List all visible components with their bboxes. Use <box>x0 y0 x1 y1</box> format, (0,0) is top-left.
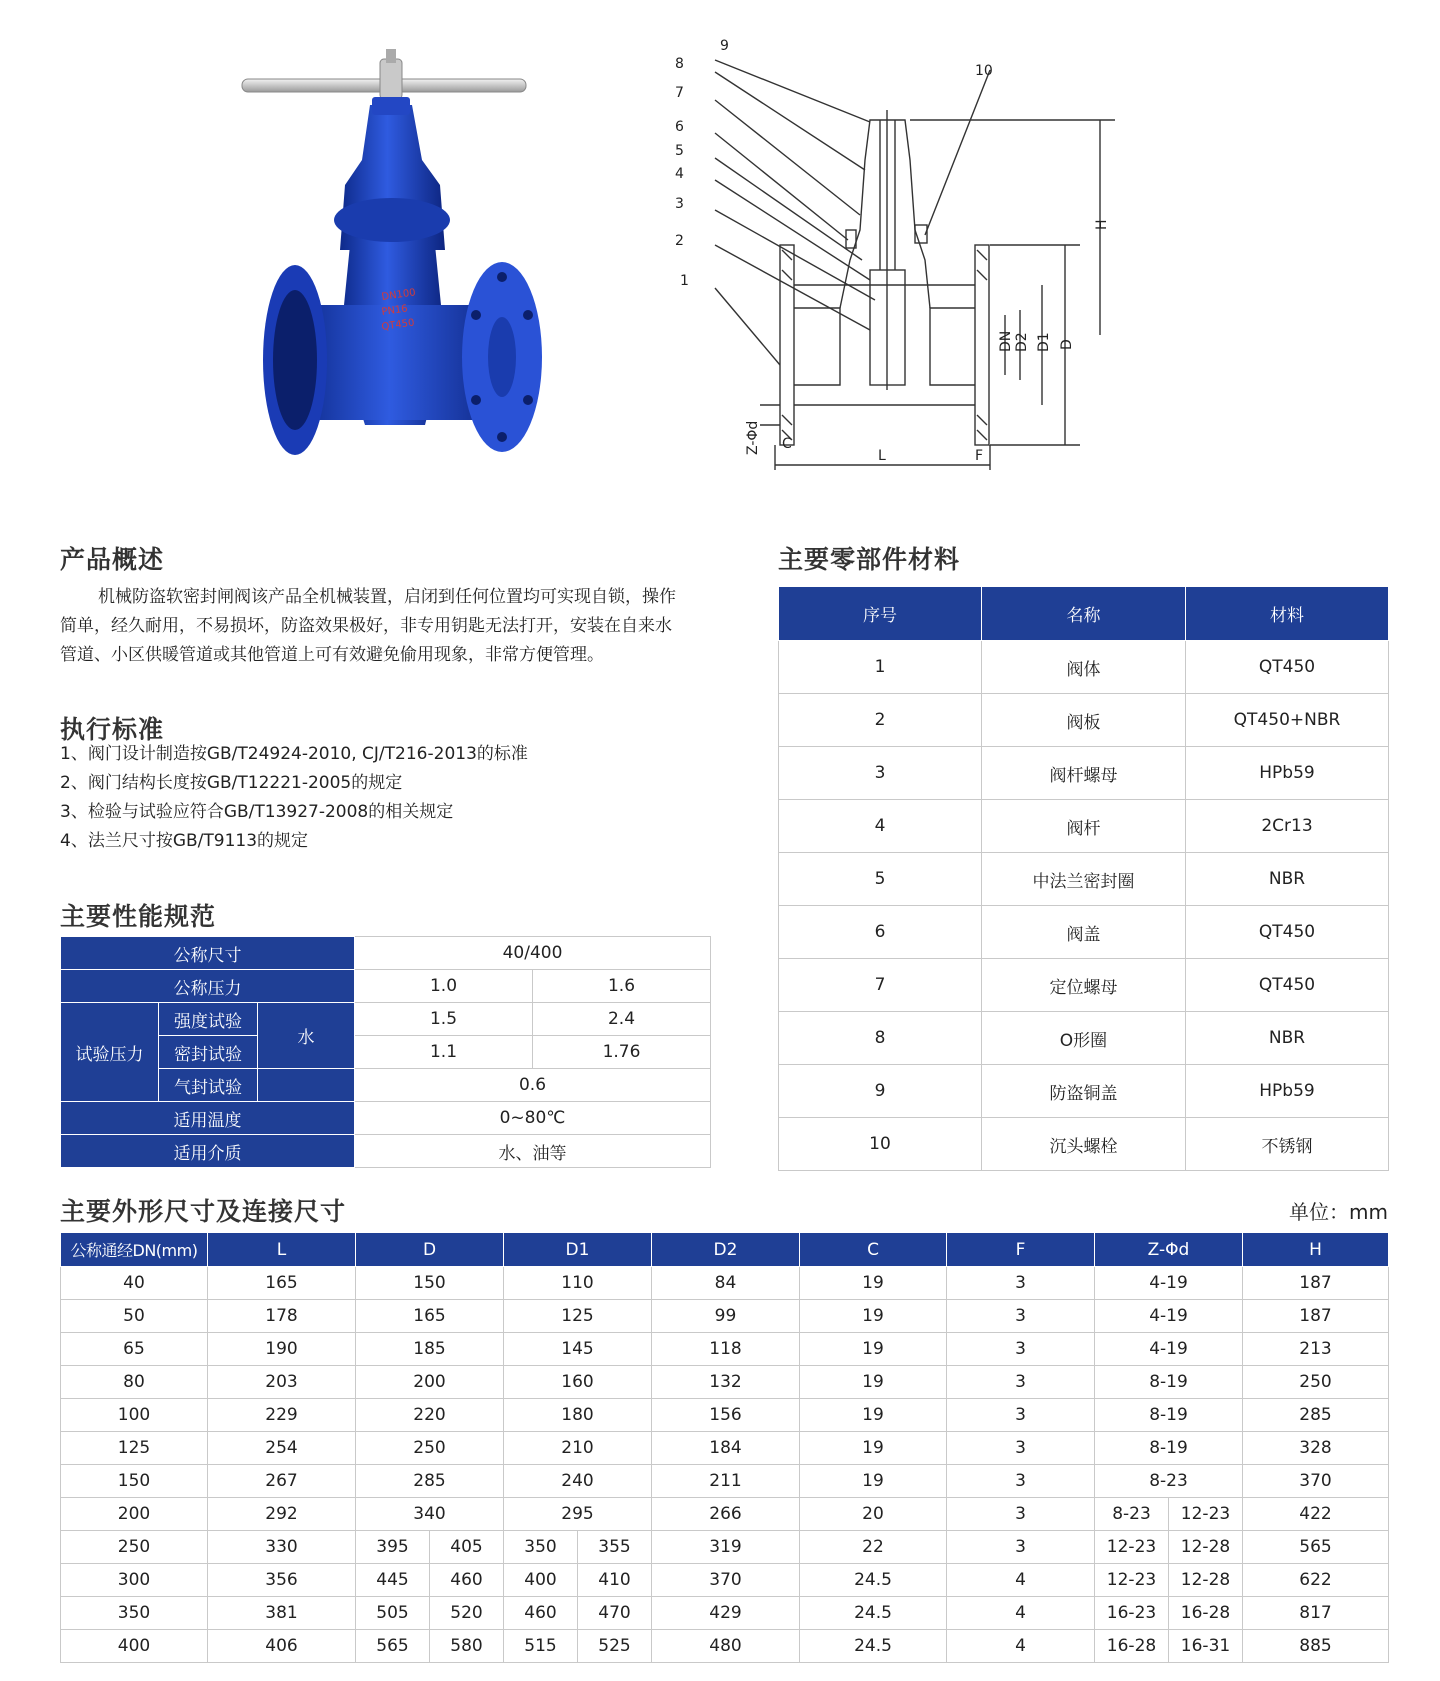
dim-l: 292 <box>208 1498 356 1531</box>
dim-d: 565 <box>356 1630 430 1663</box>
overview-line: 机械防盗软密封闸阀该产品全机械装置，启闭到任何位置均可实现自锁，操作 <box>98 587 676 607</box>
test-pressure-label: 试验压力 <box>61 1003 159 1102</box>
part-material: NBR <box>1186 853 1389 906</box>
dim-dn: 250 <box>61 1531 208 1564</box>
dim-z: 16-28 <box>1169 1597 1243 1630</box>
dim-c: 20 <box>800 1498 947 1531</box>
svg-text:5: 5 <box>675 143 684 159</box>
part-material: QT450 <box>1186 906 1389 959</box>
dim-d2: 319 <box>652 1531 800 1564</box>
dim-dn: 400 <box>61 1630 208 1663</box>
gate-valve-photo <box>240 45 560 495</box>
dimensions-table <box>60 1232 1389 1663</box>
svg-text:C: C <box>782 436 792 452</box>
svg-text:7: 7 <box>675 85 684 101</box>
dim-d2: 184 <box>652 1432 800 1465</box>
dim-d: 250 <box>356 1432 504 1465</box>
dim-c: 19 <box>800 1465 947 1498</box>
dim-z: 16-31 <box>1169 1630 1243 1663</box>
part-material: QT450 <box>1186 959 1389 1012</box>
media-value: 水、油等 <box>355 1135 711 1168</box>
dim-l: 356 <box>208 1564 356 1597</box>
parts-row <box>779 1012 1389 1065</box>
parts-row <box>779 1118 1389 1171</box>
dim-l: 330 <box>208 1531 356 1564</box>
parts-header-material: 材料 <box>1186 587 1389 641</box>
dim-f: 3 <box>947 1366 1095 1399</box>
dim-d2: 156 <box>652 1399 800 1432</box>
part-name: 防盗铜盖 <box>982 1065 1186 1118</box>
table-row <box>61 1630 1389 1663</box>
parts-table <box>778 586 1389 1171</box>
overview-text <box>60 583 725 670</box>
part-no: 8 <box>779 1012 982 1065</box>
dim-c: 19 <box>800 1333 947 1366</box>
dim-d: 505 <box>356 1597 430 1630</box>
dim-l: 267 <box>208 1465 356 1498</box>
nominal-pressure-value: 1.6 <box>533 970 711 1003</box>
dim-d2: 211 <box>652 1465 800 1498</box>
table-row <box>61 1267 1389 1300</box>
part-name: 阀体 <box>982 641 1186 694</box>
part-no: 6 <box>779 906 982 959</box>
dim-d1: 470 <box>578 1597 652 1630</box>
part-material: HPb59 <box>1186 747 1389 800</box>
dim-d1: 350 <box>504 1531 578 1564</box>
part-material: HPb59 <box>1186 1065 1389 1118</box>
dim-dn: 40 <box>61 1267 208 1300</box>
svg-text:Z-Φd: Z-Φd <box>745 420 761 455</box>
dim-d1: 160 <box>504 1366 652 1399</box>
dim-d: 165 <box>356 1300 504 1333</box>
dim-header-d1: D1 <box>504 1233 652 1267</box>
parts-row <box>779 800 1389 853</box>
dim-f: 3 <box>947 1267 1095 1300</box>
dim-f: 4 <box>947 1564 1095 1597</box>
svg-text:F: F <box>975 448 984 464</box>
strength-test-value: 1.5 <box>355 1003 533 1036</box>
temperature-value: 0~80℃ <box>355 1102 711 1135</box>
svg-text:DN: DN <box>998 330 1014 352</box>
part-no: 1 <box>779 641 982 694</box>
part-name: 阀杆 <box>982 800 1186 853</box>
dim-d: 150 <box>356 1267 504 1300</box>
svg-text:1: 1 <box>680 273 689 289</box>
svg-text:4: 4 <box>675 166 684 182</box>
dim-d1: 525 <box>578 1630 652 1663</box>
strength-test-label: 强度试验 <box>159 1003 258 1036</box>
part-name: 阀杆螺母 <box>982 747 1186 800</box>
dim-d2: 132 <box>652 1366 800 1399</box>
part-name: 阀板 <box>982 694 1186 747</box>
part-material: 不锈钢 <box>1186 1118 1389 1171</box>
dim-dn: 150 <box>61 1465 208 1498</box>
dim-c: 24.5 <box>800 1630 947 1663</box>
dim-h: 817 <box>1243 1597 1389 1630</box>
dim-z: 4-19 <box>1095 1333 1243 1366</box>
dim-dn: 350 <box>61 1597 208 1630</box>
dim-h: 250 <box>1243 1366 1389 1399</box>
table-row <box>61 1465 1389 1498</box>
part-name: 中法兰密封圈 <box>982 853 1186 906</box>
dim-d: 405 <box>430 1531 504 1564</box>
air-test-label: 气封试验 <box>159 1069 258 1102</box>
dim-d1: 180 <box>504 1399 652 1432</box>
dim-h: 328 <box>1243 1432 1389 1465</box>
dim-h: 565 <box>1243 1531 1389 1564</box>
svg-text:10: 10 <box>975 63 993 79</box>
dim-d: 200 <box>356 1366 504 1399</box>
part-material: 2Cr13 <box>1186 800 1389 853</box>
dim-d2: 84 <box>652 1267 800 1300</box>
parts-row <box>779 906 1389 959</box>
svg-text:D1: D1 <box>1036 332 1052 352</box>
dim-d1: 110 <box>504 1267 652 1300</box>
dim-f: 4 <box>947 1630 1095 1663</box>
overview-line: 管道、小区供暖管道或其他管道上可有效避免偷用现象，非常方便管理。 <box>60 645 604 665</box>
part-no: 7 <box>779 959 982 1012</box>
dim-z: 8-19 <box>1095 1366 1243 1399</box>
dim-l: 381 <box>208 1597 356 1630</box>
dim-z: 16-23 <box>1095 1597 1169 1630</box>
dim-c: 19 <box>800 1399 947 1432</box>
part-no: 5 <box>779 853 982 906</box>
dim-header-d2: D2 <box>652 1233 800 1267</box>
dim-c: 19 <box>800 1300 947 1333</box>
svg-text:D2: D2 <box>1014 332 1030 352</box>
performance-title: 主要性能规范 <box>60 902 217 931</box>
nominal-pressure-label: 公称压力 <box>61 970 355 1003</box>
dim-d1: 125 <box>504 1300 652 1333</box>
dim-d2: 118 <box>652 1333 800 1366</box>
dim-d2: 429 <box>652 1597 800 1630</box>
dim-d2: 266 <box>652 1498 800 1531</box>
dim-dn: 50 <box>61 1300 208 1333</box>
dim-c: 19 <box>800 1366 947 1399</box>
svg-text:L: L <box>878 448 886 464</box>
dim-d1: 515 <box>504 1630 578 1663</box>
svg-text:PN16: PN16 <box>380 303 409 318</box>
dim-f: 4 <box>947 1597 1095 1630</box>
dim-header-c: C <box>800 1233 947 1267</box>
dim-header-f: F <box>947 1233 1095 1267</box>
part-material: QT450+NBR <box>1186 694 1389 747</box>
unit-label: 单位：mm <box>1289 1200 1388 1224</box>
parts-row <box>779 853 1389 906</box>
dim-h: 187 <box>1243 1267 1389 1300</box>
dim-h: 422 <box>1243 1498 1389 1531</box>
dim-d2: 370 <box>652 1564 800 1597</box>
part-no: 10 <box>779 1118 982 1171</box>
standards-title: 执行标准 <box>60 715 165 744</box>
dim-h: 285 <box>1243 1399 1389 1432</box>
dim-d: 285 <box>356 1465 504 1498</box>
dim-z: 12-28 <box>1169 1531 1243 1564</box>
svg-text:3: 3 <box>675 196 684 212</box>
part-name: 定位螺母 <box>982 959 1186 1012</box>
parts-row <box>779 641 1389 694</box>
svg-text:DN100: DN100 <box>380 287 417 303</box>
table-row <box>61 1597 1389 1630</box>
parts-title: 主要零部件材料 <box>778 545 961 574</box>
performance-table <box>60 936 711 1168</box>
dim-f: 3 <box>947 1333 1095 1366</box>
table-row <box>61 1366 1389 1399</box>
parts-header-name: 名称 <box>982 587 1186 641</box>
part-no: 2 <box>779 694 982 747</box>
seal-test-value: 1.1 <box>355 1036 533 1069</box>
dim-d1: 355 <box>578 1531 652 1564</box>
dim-z: 12-28 <box>1169 1564 1243 1597</box>
dim-d2: 99 <box>652 1300 800 1333</box>
dim-header-l: L <box>208 1233 356 1267</box>
part-name: 阀盖 <box>982 906 1186 959</box>
dim-dn: 65 <box>61 1333 208 1366</box>
dim-z: 12-23 <box>1095 1564 1169 1597</box>
part-no: 9 <box>779 1065 982 1118</box>
standard-item: 3、检验与试验应符合GB/T13927-2008的相关规定 <box>60 802 454 822</box>
nominal-size-label: 公称尺寸 <box>61 937 355 970</box>
table-row <box>61 1564 1389 1597</box>
parts-header-no: 序号 <box>779 587 982 641</box>
overview-title: 产品概述 <box>60 545 165 574</box>
parts-row <box>779 959 1389 1012</box>
media-label: 适用介质 <box>61 1135 355 1168</box>
dim-d1: 295 <box>504 1498 652 1531</box>
nominal-size-value: 40/400 <box>355 937 711 970</box>
dim-f: 3 <box>947 1531 1095 1564</box>
dim-c: 22 <box>800 1531 947 1564</box>
dim-d1: 410 <box>578 1564 652 1597</box>
air-test-value: 0.6 <box>355 1069 711 1102</box>
part-name: O形圈 <box>982 1012 1186 1065</box>
svg-text:QT450: QT450 <box>380 317 416 333</box>
svg-text:H: H <box>1094 219 1110 230</box>
dim-l: 406 <box>208 1630 356 1663</box>
dim-dn: 300 <box>61 1564 208 1597</box>
part-name: 沉头螺栓 <box>982 1118 1186 1171</box>
dim-d1: 400 <box>504 1564 578 1597</box>
table-row <box>61 1531 1389 1564</box>
dim-c: 19 <box>800 1432 947 1465</box>
dim-l: 165 <box>208 1267 356 1300</box>
dim-c: 19 <box>800 1267 947 1300</box>
dim-h: 885 <box>1243 1630 1389 1663</box>
standard-item: 1、阀门设计制造按GB/T24924-2010, CJ/T216-2013的标准 <box>60 744 528 764</box>
dim-header-dn: 公称通经DN(mm) <box>61 1233 208 1267</box>
dim-l: 178 <box>208 1300 356 1333</box>
temperature-label: 适用温度 <box>61 1102 355 1135</box>
dim-f: 3 <box>947 1432 1095 1465</box>
dim-header-z: Z-Φd <box>1095 1233 1243 1267</box>
dim-d1: 145 <box>504 1333 652 1366</box>
part-no: 3 <box>779 747 982 800</box>
dim-d1: 210 <box>504 1432 652 1465</box>
svg-text:6: 6 <box>675 119 684 135</box>
standard-item: 4、法兰尺寸按GB/T9113的规定 <box>60 831 309 851</box>
part-material: NBR <box>1186 1012 1389 1065</box>
standard-item: 2、阀门结构长度按GB/T12221-2005的规定 <box>60 773 403 793</box>
parts-row <box>779 694 1389 747</box>
dim-z: 4-19 <box>1095 1267 1243 1300</box>
seal-test-value: 1.76 <box>533 1036 711 1069</box>
dim-l: 190 <box>208 1333 356 1366</box>
parts-row <box>779 1065 1389 1118</box>
air-test-spacer <box>258 1069 355 1102</box>
dim-d: 185 <box>356 1333 504 1366</box>
table-row <box>61 1300 1389 1333</box>
table-row <box>61 1498 1389 1531</box>
svg-text:8: 8 <box>675 56 684 72</box>
dim-d: 220 <box>356 1399 504 1432</box>
part-material: QT450 <box>1186 641 1389 694</box>
dim-d: 395 <box>356 1531 430 1564</box>
dim-d: 580 <box>430 1630 504 1663</box>
medium-water-label: 水 <box>258 1003 355 1069</box>
dim-z: 12-23 <box>1169 1498 1243 1531</box>
dim-z: 8-23 <box>1095 1465 1243 1498</box>
dim-h: 213 <box>1243 1333 1389 1366</box>
dim-c: 24.5 <box>800 1597 947 1630</box>
dim-d1: 240 <box>504 1465 652 1498</box>
dim-c: 24.5 <box>800 1564 947 1597</box>
valve-cross-section-diagram <box>675 30 1220 510</box>
dim-dn: 125 <box>61 1432 208 1465</box>
svg-text:D: D <box>1059 339 1075 350</box>
dim-z: 12-23 <box>1095 1531 1169 1564</box>
dim-d: 520 <box>430 1597 504 1630</box>
dim-header-d: D <box>356 1233 504 1267</box>
dim-dn: 100 <box>61 1399 208 1432</box>
dim-z: 16-28 <box>1095 1630 1169 1663</box>
table-row <box>61 1432 1389 1465</box>
dim-h: 370 <box>1243 1465 1389 1498</box>
dim-z: 4-19 <box>1095 1300 1243 1333</box>
parts-row <box>779 747 1389 800</box>
dim-l: 203 <box>208 1366 356 1399</box>
overview-line: 简单，经久耐用，不易损坏，防盗效果极好，非专用钥匙无法打开，安装在自来水 <box>60 616 672 636</box>
dim-d2: 480 <box>652 1630 800 1663</box>
dim-z: 8-19 <box>1095 1399 1243 1432</box>
nominal-pressure-value: 1.0 <box>355 970 533 1003</box>
svg-text:2: 2 <box>675 233 684 249</box>
standards-list <box>60 740 528 856</box>
dim-f: 3 <box>947 1498 1095 1531</box>
dim-d: 340 <box>356 1498 504 1531</box>
strength-test-value: 2.4 <box>533 1003 711 1036</box>
table-row <box>61 1333 1389 1366</box>
dimensions-title: 主要外形尺寸及连接尺寸 <box>60 1197 347 1226</box>
dim-header-h: H <box>1243 1233 1389 1267</box>
dim-l: 229 <box>208 1399 356 1432</box>
dim-f: 3 <box>947 1465 1095 1498</box>
dim-z: 8-19 <box>1095 1432 1243 1465</box>
dim-dn: 80 <box>61 1366 208 1399</box>
dim-l: 254 <box>208 1432 356 1465</box>
dim-d1: 460 <box>504 1597 578 1630</box>
dim-z: 8-23 <box>1095 1498 1169 1531</box>
dim-f: 3 <box>947 1399 1095 1432</box>
dim-dn: 200 <box>61 1498 208 1531</box>
dim-h: 187 <box>1243 1300 1389 1333</box>
dim-f: 3 <box>947 1300 1095 1333</box>
dim-d: 460 <box>430 1564 504 1597</box>
dim-d: 445 <box>356 1564 430 1597</box>
part-no: 4 <box>779 800 982 853</box>
table-row <box>61 1399 1389 1432</box>
dim-h: 622 <box>1243 1564 1389 1597</box>
seal-test-label: 密封试验 <box>159 1036 258 1069</box>
svg-text:9: 9 <box>720 38 729 54</box>
